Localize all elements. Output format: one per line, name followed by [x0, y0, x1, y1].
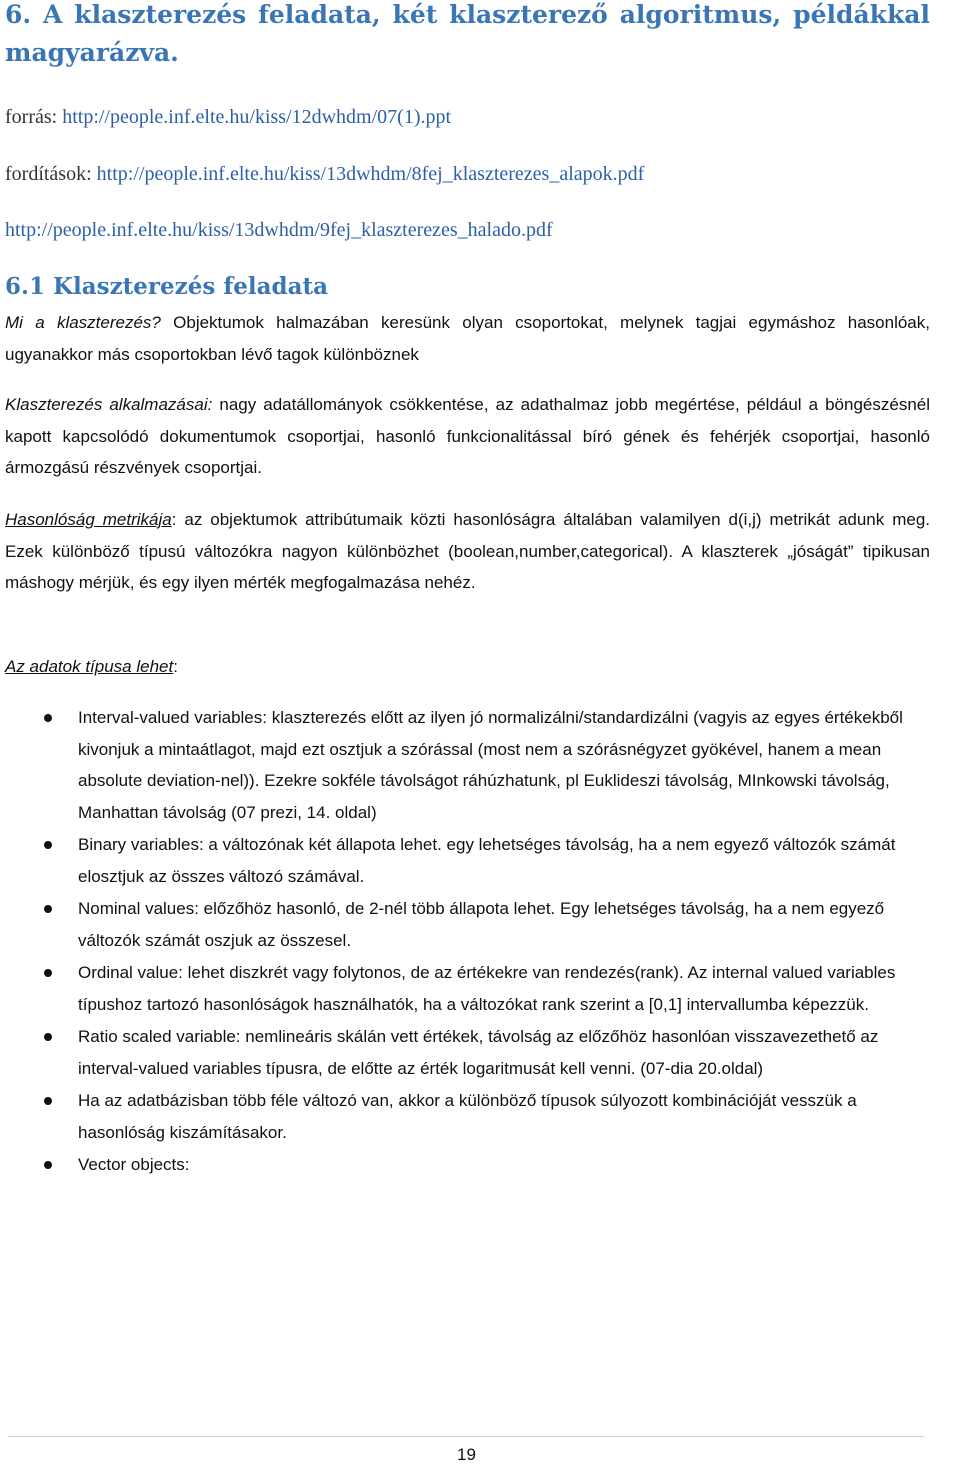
page-number: 19	[457, 1445, 476, 1464]
document-title: 6. A klaszterezés feladata, két klaszterező algoritmus, példákkal magyarázva.	[5, 0, 930, 67]
translations-line	[5, 161, 644, 187]
list-item	[5, 829, 930, 892]
list-item	[5, 1085, 930, 1148]
data-types-list	[5, 702, 930, 1182]
list-item	[5, 957, 930, 1020]
bullet-icon	[44, 714, 52, 722]
translation-line-2	[5, 217, 553, 243]
translations-label: fordítások:	[5, 163, 97, 185]
list-item-text: Ordinal value: lehet diszkrét vagy folytonos, de az értékekre van rendezés(rank). Az internal valued variables típushoz tartozó hasonlóságok használhatók, ha a változókat rank szerint a [0,1] intervallumba képezzük.	[78, 963, 896, 1014]
source-line	[5, 104, 451, 130]
data-types-label: Az adatok típusa lehet	[5, 657, 174, 676]
section-heading: 6.1 Klaszterezés feladata	[5, 273, 328, 300]
footer-divider	[8, 1436, 924, 1437]
paragraph-applications	[5, 389, 930, 484]
applications-text: nagy adatállományok csökkentése, az adathalmaz jobb megértése, például a böngészésnél kapott kapcsolódó dokumentumok csoportjai, hasonló funkcionalitással bíró gének és fehérjék csoportjai, hasonló ármozgású részvények csoportjai.	[5, 395, 931, 477]
bullet-icon	[44, 1033, 52, 1041]
list-item	[5, 1149, 930, 1181]
bullet-icon	[44, 905, 52, 913]
source-link[interactable]: http://people.inf.elte.hu/kiss/12dwhdm/07(1).ppt	[62, 106, 452, 128]
translation-link-1[interactable]: http://people.inf.elte.hu/kiss/13dwhdm/8fej_klaszterezes_alapok.pdf	[96, 163, 645, 185]
paragraph-similarity	[5, 504, 930, 599]
applications-label: Klaszterezés alkalmazásai:	[5, 395, 213, 414]
similarity-text: : az objektumok attribútumaik közti hasonlóságra általában valamilyen d(i,j) metrikát adunk meg. Ezek különböző típusú változókra nagyon különbözhet (boolean,number,categorical). A klaszterek „jóságát” tipikusan máshogy mérjük, és egy ilyen mérték megfogalmazása nehéz.	[5, 510, 931, 592]
list-item	[5, 1021, 930, 1084]
definition-text: Objektumok halmazában keresünk olyan csoportokat, melynek tagjai egymáshoz hasonlóak, ugyanakkor más csoportokban lévő tagok különböznek	[5, 313, 930, 364]
similarity-label: Hasonlóság metrikája	[5, 510, 172, 529]
list-item-text: Vector objects:	[78, 1155, 190, 1174]
list-item	[5, 702, 930, 828]
translation-link-2[interactable]: http://people.inf.elte.hu/kiss/13dwhdm/9fej_klaszterezes_halado.pdf	[5, 219, 553, 241]
data-types-colon: :	[173, 657, 178, 676]
bullet-icon	[44, 1097, 52, 1105]
source-label: forrás:	[5, 106, 63, 128]
list-item-text: Ha az adatbázisban több féle változó van, akkor a különböző típusok súlyozott kombinációját vesszük a hasonlóság kiszámításakor.	[78, 1091, 857, 1142]
paragraph-definition	[5, 307, 930, 370]
list-item	[5, 893, 930, 956]
paragraph-data-types	[5, 651, 930, 683]
list-item-text: Ratio scaled variable: nemlineáris skálán vett értékek, távolság az előzőhöz hasonlóan visszavezethető az interval-valued variables típusra, de előtte az érték logaritmusát kell venni. (07-dia 20.oldal)	[78, 1027, 879, 1078]
list-item-text: Nominal values: előzőhöz hasonló, de 2-nél több állapota lehet. Egy lehetséges távolság, ha a nem egyező változók számát oszjuk az összesel.	[78, 899, 885, 950]
bullet-icon	[44, 841, 52, 849]
bullet-icon	[44, 969, 52, 977]
bullet-icon	[44, 1161, 52, 1169]
list-item-text: Interval-valued variables: klaszterezés előtt az ilyen jó normalizálni/standardizálni (vagyis az egyes értékekből kivonjuk a mintaátlagot, majd ezt osztjuk a szórással (most nem a szórásnégyzet gyökével, hanem a mean absolute deviation-nel)). Ezekre sokféle távolságot ráhúzhatunk, pl Euklideszi távolság, MInkowski távolság, Manhattan távolság (07 prezi, 14. oldal)	[78, 708, 903, 822]
list-item-text: Binary variables: a változónak két állapota lehet. egy lehetséges távolság, ha a nem egyező változók számát elosztjuk az összes változó számával.	[78, 835, 896, 886]
definition-label: Mi a klaszterezés?	[5, 313, 161, 332]
